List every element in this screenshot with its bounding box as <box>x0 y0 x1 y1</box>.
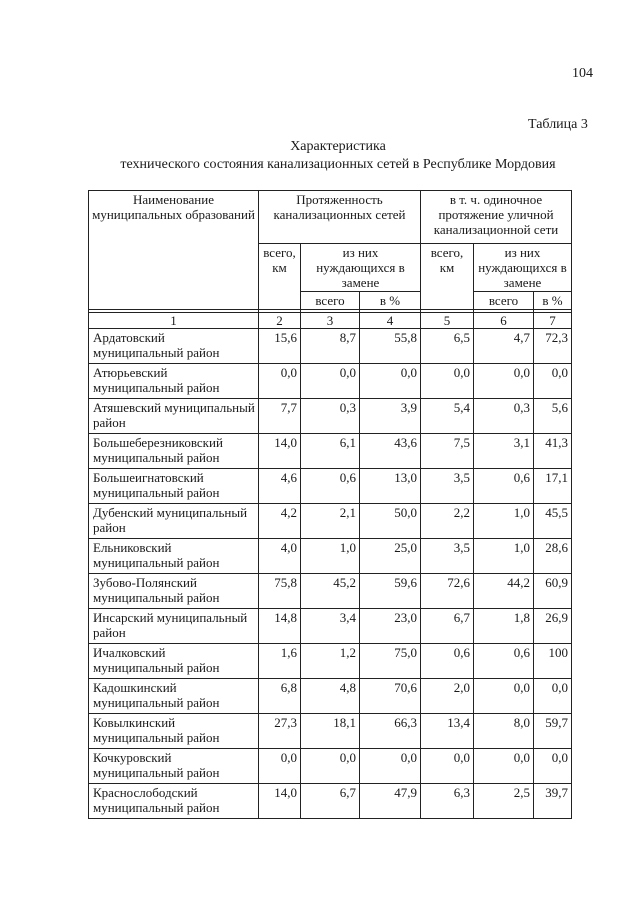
value-cell: 0,6 <box>421 644 474 679</box>
value-cell: 0,6 <box>474 644 534 679</box>
value-cell: 2,2 <box>421 504 474 539</box>
header-percent-1: в % <box>360 292 421 310</box>
value-cell: 13,4 <box>421 714 474 749</box>
value-cell: 18,1 <box>301 714 360 749</box>
header-total-km-2: всего, км <box>421 244 474 310</box>
value-cell: 0,0 <box>360 749 421 784</box>
value-cell: 59,7 <box>534 714 572 749</box>
value-cell: 14,8 <box>259 609 301 644</box>
value-cell: 8,0 <box>474 714 534 749</box>
value-cell: 2,1 <box>301 504 360 539</box>
value-cell: 60,9 <box>534 574 572 609</box>
value-cell: 26,9 <box>534 609 572 644</box>
value-cell: 5,4 <box>421 399 474 434</box>
value-cell: 45,2 <box>301 574 360 609</box>
table-row <box>89 399 572 434</box>
value-cell: 1,6 <box>259 644 301 679</box>
district-name: Инсарский муниципальный район <box>89 609 259 644</box>
value-cell: 3,5 <box>421 469 474 504</box>
table-row <box>89 749 572 784</box>
value-cell: 4,0 <box>259 539 301 574</box>
title-line-1: Характеристика <box>290 139 386 154</box>
value-cell: 0,0 <box>259 749 301 784</box>
value-cell: 5,6 <box>534 399 572 434</box>
district-name: Атюрьевский муниципальный район <box>89 364 259 399</box>
district-name: Дубенский муниципальный район <box>89 504 259 539</box>
value-cell: 66,3 <box>360 714 421 749</box>
column-index: 3 <box>301 313 360 329</box>
district-name: Ковылкинский муниципальный район <box>89 714 259 749</box>
value-cell: 0,0 <box>360 364 421 399</box>
value-cell: 44,2 <box>474 574 534 609</box>
header-need-replace-2: из них нуждающихся в замене <box>474 244 572 292</box>
value-cell: 72,6 <box>421 574 474 609</box>
value-cell: 4,8 <box>301 679 360 714</box>
value-cell: 45,5 <box>534 504 572 539</box>
district-name: Зубово-Полянский муниципальный район <box>89 574 259 609</box>
header-need-replace-1: из них нуждающихся в замене <box>301 244 421 292</box>
value-cell: 28,6 <box>534 539 572 574</box>
column-index: 7 <box>534 313 572 329</box>
value-cell: 0,0 <box>259 364 301 399</box>
value-cell: 0,0 <box>474 749 534 784</box>
value-cell: 1,2 <box>301 644 360 679</box>
value-cell: 1,0 <box>301 539 360 574</box>
value-cell: 3,5 <box>421 539 474 574</box>
value-cell: 43,6 <box>360 434 421 469</box>
district-name: Кочкуровский муниципальный район <box>89 749 259 784</box>
value-cell: 15,6 <box>259 329 301 364</box>
value-cell: 0,3 <box>301 399 360 434</box>
table-row <box>89 679 572 714</box>
value-cell: 8,7 <box>301 329 360 364</box>
header-name: Наименование муниципальных образований <box>89 191 259 310</box>
district-name: Большеигнатовский муниципальный район <box>89 469 259 504</box>
title-line-2: технического состояния канализационных сетей в Республике Мордовия <box>120 157 556 172</box>
value-cell: 39,7 <box>534 784 572 819</box>
value-cell: 100 <box>534 644 572 679</box>
column-index: 4 <box>360 313 421 329</box>
header-length: Протяженность канализационных сетей <box>259 191 421 244</box>
header-row-1 <box>89 191 572 244</box>
value-cell: 6,3 <box>421 784 474 819</box>
value-cell: 0,6 <box>301 469 360 504</box>
value-cell: 55,8 <box>360 329 421 364</box>
column-index: 1 <box>89 313 259 329</box>
header-total-2: всего <box>474 292 534 310</box>
table-row <box>89 784 572 819</box>
page-number: 104 <box>572 66 593 81</box>
value-cell: 4,7 <box>474 329 534 364</box>
table-row <box>89 364 572 399</box>
table-row <box>89 329 572 364</box>
table-row <box>89 539 572 574</box>
value-cell: 4,6 <box>259 469 301 504</box>
value-cell: 6,8 <box>259 679 301 714</box>
value-cell: 13,0 <box>360 469 421 504</box>
value-cell: 23,0 <box>360 609 421 644</box>
value-cell: 6,1 <box>301 434 360 469</box>
header-percent-2: в % <box>534 292 572 310</box>
district-name: Краснослободский муниципальный район <box>89 784 259 819</box>
value-cell: 3,1 <box>474 434 534 469</box>
value-cell: 41,3 <box>534 434 572 469</box>
table-row <box>89 469 572 504</box>
value-cell: 7,5 <box>421 434 474 469</box>
value-cell: 0,0 <box>301 749 360 784</box>
value-cell: 0,0 <box>534 749 572 784</box>
value-cell: 0,6 <box>474 469 534 504</box>
table-row <box>89 714 572 749</box>
value-cell: 1,0 <box>474 539 534 574</box>
table-row <box>89 609 572 644</box>
district-name: Ардатовский муниципальный район <box>89 329 259 364</box>
value-cell: 14,0 <box>259 784 301 819</box>
value-cell: 72,3 <box>534 329 572 364</box>
value-cell: 2,5 <box>474 784 534 819</box>
table-row <box>89 504 572 539</box>
column-index: 6 <box>474 313 534 329</box>
value-cell: 50,0 <box>360 504 421 539</box>
value-cell: 0,0 <box>421 749 474 784</box>
table-title <box>0 138 640 174</box>
district-name: Большеберезниковский муниципальный район <box>89 434 259 469</box>
header-total-1: всего <box>301 292 360 310</box>
value-cell: 3,9 <box>360 399 421 434</box>
column-index: 2 <box>259 313 301 329</box>
value-cell: 0,0 <box>534 364 572 399</box>
district-name: Атяшевский муниципальный район <box>89 399 259 434</box>
value-cell: 6,7 <box>301 784 360 819</box>
value-cell: 14,0 <box>259 434 301 469</box>
value-cell: 1,0 <box>474 504 534 539</box>
value-cell: 0,0 <box>474 679 534 714</box>
table-row <box>89 434 572 469</box>
district-name: Ельниковский муниципальный район <box>89 539 259 574</box>
value-cell: 1,8 <box>474 609 534 644</box>
district-name: Ичалковский муниципальный район <box>89 644 259 679</box>
value-cell: 2,0 <box>421 679 474 714</box>
value-cell: 59,6 <box>360 574 421 609</box>
header-single: в т. ч. одиночное протяжение уличной канализационной сети <box>421 191 572 244</box>
sewer-network-table <box>88 190 572 819</box>
district-name: Кадошкинский муниципальный район <box>89 679 259 714</box>
value-cell: 3,4 <box>301 609 360 644</box>
column-index-row <box>89 313 572 329</box>
table-row <box>89 644 572 679</box>
value-cell: 17,1 <box>534 469 572 504</box>
value-cell: 6,5 <box>421 329 474 364</box>
value-cell: 47,9 <box>360 784 421 819</box>
column-index: 5 <box>421 313 474 329</box>
value-cell: 7,7 <box>259 399 301 434</box>
value-cell: 6,7 <box>421 609 474 644</box>
value-cell: 0,0 <box>421 364 474 399</box>
value-cell: 70,6 <box>360 679 421 714</box>
value-cell: 0,0 <box>474 364 534 399</box>
value-cell: 27,3 <box>259 714 301 749</box>
value-cell: 0,0 <box>534 679 572 714</box>
table-label: Таблица 3 <box>528 117 588 132</box>
value-cell: 75,8 <box>259 574 301 609</box>
value-cell: 0,3 <box>474 399 534 434</box>
value-cell: 4,2 <box>259 504 301 539</box>
header-total-km-1: всего, км <box>259 244 301 310</box>
value-cell: 25,0 <box>360 539 421 574</box>
value-cell: 0,0 <box>301 364 360 399</box>
table-row <box>89 574 572 609</box>
value-cell: 75,0 <box>360 644 421 679</box>
